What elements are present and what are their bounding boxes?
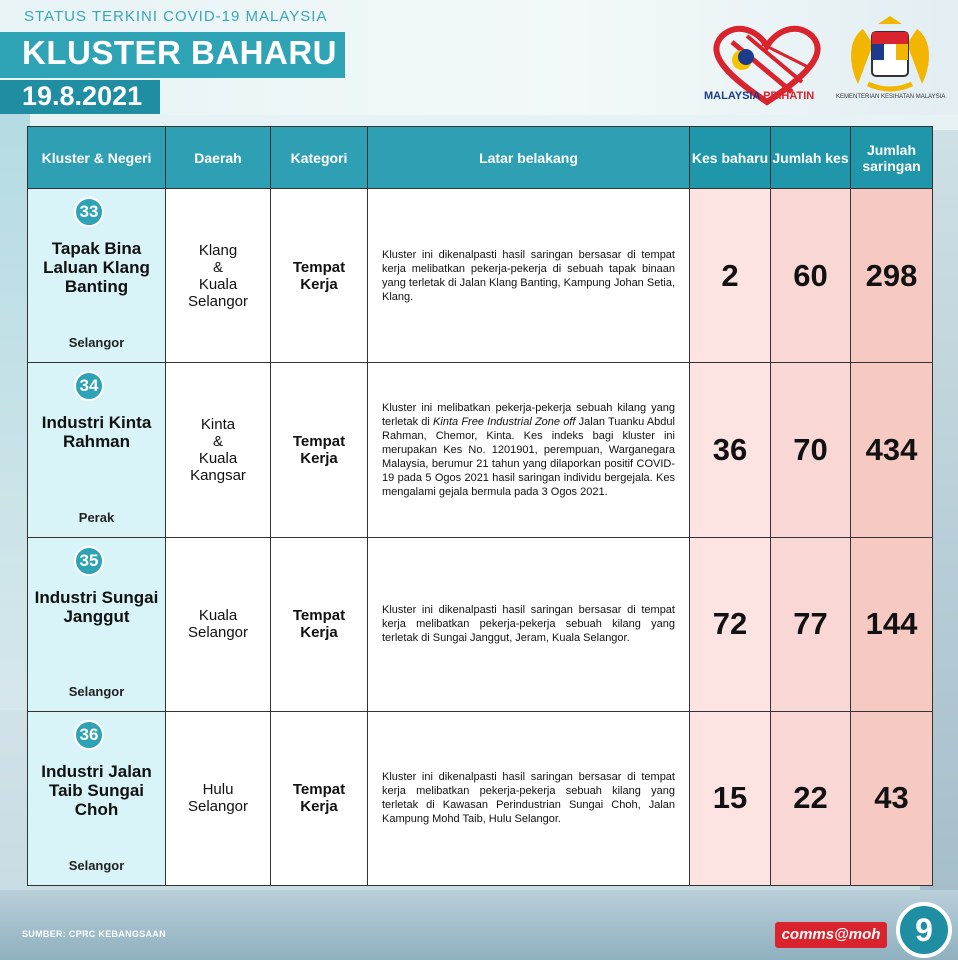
kategori-cell: Tempat Kerja — [271, 363, 368, 537]
cluster-name: Industri Kinta Rahman — [41, 413, 152, 452]
jumlah-saringan-cell: 43 — [851, 711, 933, 885]
daerah-cell: Kuala Selangor — [166, 537, 271, 711]
jumlah-saringan-cell: 298 — [851, 189, 933, 363]
header-latar: Latar belakang — [368, 127, 690, 189]
table-header-row — [28, 127, 933, 189]
page-date: 19.8.2021 — [22, 81, 143, 111]
source-note: SUMBER: CPRC KEBANGSAAN — [22, 929, 166, 939]
header-kes-baharu: Kes baharu — [690, 127, 771, 189]
cluster-number-badge: 36 — [74, 720, 104, 750]
table-row — [28, 189, 933, 363]
table-row — [28, 363, 933, 537]
header-jumlah-saringan: Jumlah saringan — [851, 127, 933, 189]
jumlah-kes-cell: 70 — [771, 363, 851, 537]
kes-baharu-cell: 15 — [690, 711, 771, 885]
latar-cell: Kluster ini dikenalpasti hasil saringan bersasar di tempat kerja melibatkan pekerja-pekerja di sebuah tapak binaan yang terletak di Jalan Klang Banting, Kampung Johan Setia, Klang. — [368, 189, 690, 363]
jumlah-saringan-cell: 144 — [851, 537, 933, 711]
cluster-cell — [28, 537, 166, 711]
malaysia-prihatin-wordmark: MALAYSIA PRIHATIN — [704, 90, 815, 102]
cluster-state: Selangor — [68, 335, 125, 351]
page-title: KLUSTER BAHARU — [22, 34, 337, 71]
cluster-table — [27, 126, 933, 886]
header-daerah: Daerah — [166, 127, 271, 189]
kategori-cell: Tempat Kerja — [271, 189, 368, 363]
cluster-state: Selangor — [68, 858, 125, 873]
kes-baharu-cell: 72 — [690, 537, 771, 711]
kes-baharu-cell: 2 — [690, 189, 771, 363]
comms-moh-badge: comms@moh — [775, 922, 887, 948]
daerah-cell: Klang & Kuala Selangor — [166, 189, 271, 363]
cluster-state: Perak — [78, 509, 115, 525]
header-kluster: Kluster & Negeri — [28, 127, 166, 189]
jumlah-kes-cell: 60 — [771, 189, 851, 363]
decorative-left-band — [0, 110, 30, 710]
table-row — [28, 537, 933, 711]
daerah-cell: Kinta & Kuala Kangsar — [166, 363, 271, 537]
cluster-name: Industri Jalan Taib Sungai Choh — [41, 761, 152, 819]
kes-baharu-cell: 36 — [690, 363, 771, 537]
header-jumlah-kes: Jumlah kes — [771, 127, 851, 189]
cluster-number-badge: 35 — [74, 546, 104, 576]
table-row — [28, 711, 933, 885]
kategori-cell: Tempat Kerja — [271, 711, 368, 885]
kkm-label: KEMENTERIAN KESIHATAN MALAYSIA — [836, 94, 946, 100]
cluster-cell — [28, 711, 166, 885]
cluster-number-badge: 34 — [74, 371, 104, 401]
cluster-name: Tapak Bina Laluan Klang Banting — [43, 239, 150, 296]
status-line: STATUS TERKINI COVID-19 MALAYSIA — [24, 8, 328, 25]
cluster-cell — [28, 363, 166, 537]
latar-cell: Kluster ini dikenalpasti hasil saringan bersasar di tempat kerja melibatkan pekerja-pekerja sebuah kilang yang terletak di Sungai Janggut, Jeram, Kuala Selangor. — [368, 537, 690, 711]
jumlah-saringan-cell: 434 — [851, 363, 933, 537]
page-number-badge: 9 — [896, 902, 952, 958]
header-kategori: Kategori — [271, 127, 368, 189]
latar-cell: Kluster ini melibatkan pekerja-pekerja sebuah kilang yang terletak di Kinta Free Industrial Zone off Jalan Tuanku Abdul Rahman, Chemor, Kinta. Kes indeks bagi kluster ini merupakan Kes No. 1201901, perempuan, Warganegara Malaysia, berumur 21 tahun yang dilaporkan positif COVID-19 pada 5 Ogos 2021 hasil saringan individu bergejala. Kes mengalami gejala bermula pada 3 Ogos 2021. — [368, 363, 690, 537]
cluster-state: Selangor — [68, 683, 125, 699]
latar-cell: Kluster ini dikenalpasti hasil saringan bersasar di tempat kerja melibatkan pekerja-pekerja sebuah kilang yang terletak di Kawasan Perindustrian Sungai Choh, Jalan Kampung Mohd Taib, Hulu Selangor. — [368, 711, 690, 885]
jumlah-kes-cell: 22 — [771, 711, 851, 885]
cluster-name: Industri Sungai Janggut — [34, 587, 159, 626]
kategori-cell: Tempat Kerja — [271, 537, 368, 711]
jumlah-kes-cell: 77 — [771, 537, 851, 711]
daerah-cell: Hulu Selangor — [166, 711, 271, 885]
kkm-crest-logo — [838, 14, 942, 94]
cluster-cell — [28, 189, 166, 363]
cluster-number-badge: 33 — [74, 197, 104, 227]
